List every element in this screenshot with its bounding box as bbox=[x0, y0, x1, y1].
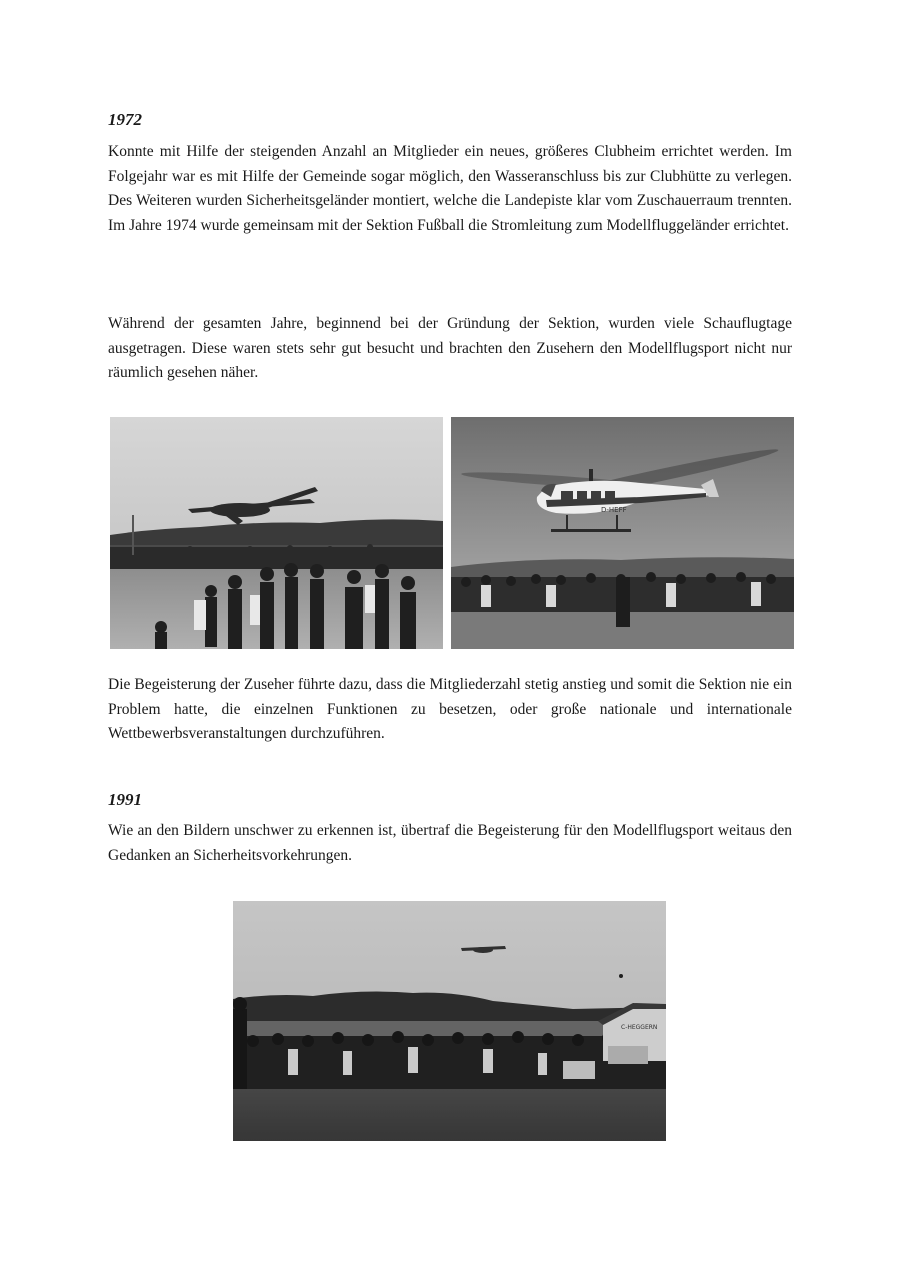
paragraph-clubheim: Konnte mit Hilfe der steigenden Anzahl an Mitglieder ein neues, größeres Clubheim errichtet werden. Im Folgejahr war es mit Hilfe der Gemeinde sogar möglich, den Wasseranschluss bis zur Clubhütte zu verlegen. Des Weiteren wurden Sicherheitsgeländer montiert, welche die Landepiste klar vom Zuschauerraum trennten. Im Jahre 1974 wurde gemeinsam mit der Sektion Fußball die Stromleitung zum Modellfluggeländer errichtet. bbox=[108, 143, 792, 234]
heading-1972: 1972 bbox=[108, 110, 142, 129]
photo-airplane-crowd bbox=[110, 417, 443, 649]
helicopter-registration: D-HEFF bbox=[601, 506, 627, 514]
paragraph-sicherheit: Wie an den Bildern unschwer zu erkennen ist, übertraf die Begeisterung für den Modellflugsport weitaus den Gedanken an Sicherheitsvorkehrungen. bbox=[108, 822, 792, 864]
building-sign: C-HEGGERN bbox=[621, 1024, 658, 1031]
photo-helicopter-crowd bbox=[451, 417, 794, 649]
photo-airplane-crowd-drawing bbox=[110, 417, 443, 649]
photo-airfield-crowd-1991 bbox=[233, 901, 666, 1141]
heading-1991: 1991 bbox=[108, 790, 142, 809]
paragraph-schauflugtage: Während der gesamten Jahre, beginnend bei der Gründung der Sektion, wurden viele Schauflugtage ausgetragen. Diese waren stets sehr gut besucht und brachten den Zusehern den Modellflugsport nicht nur räumlich gesehen näher. bbox=[108, 315, 792, 382]
photo-helicopter-crowd-drawing bbox=[451, 417, 794, 649]
photo-airfield-crowd-drawing bbox=[233, 901, 666, 1141]
paragraph-begeisterung: Die Begeisterung der Zuseher führte dazu, dass die Mitgliederzahl stetig anstieg und somit die Sektion nie ein Problem hatte, die einzelnen Funktionen zu besetzen, oder große nationale und internationale Wettbewerbsveranstaltungen durchzuführen. bbox=[108, 676, 792, 743]
